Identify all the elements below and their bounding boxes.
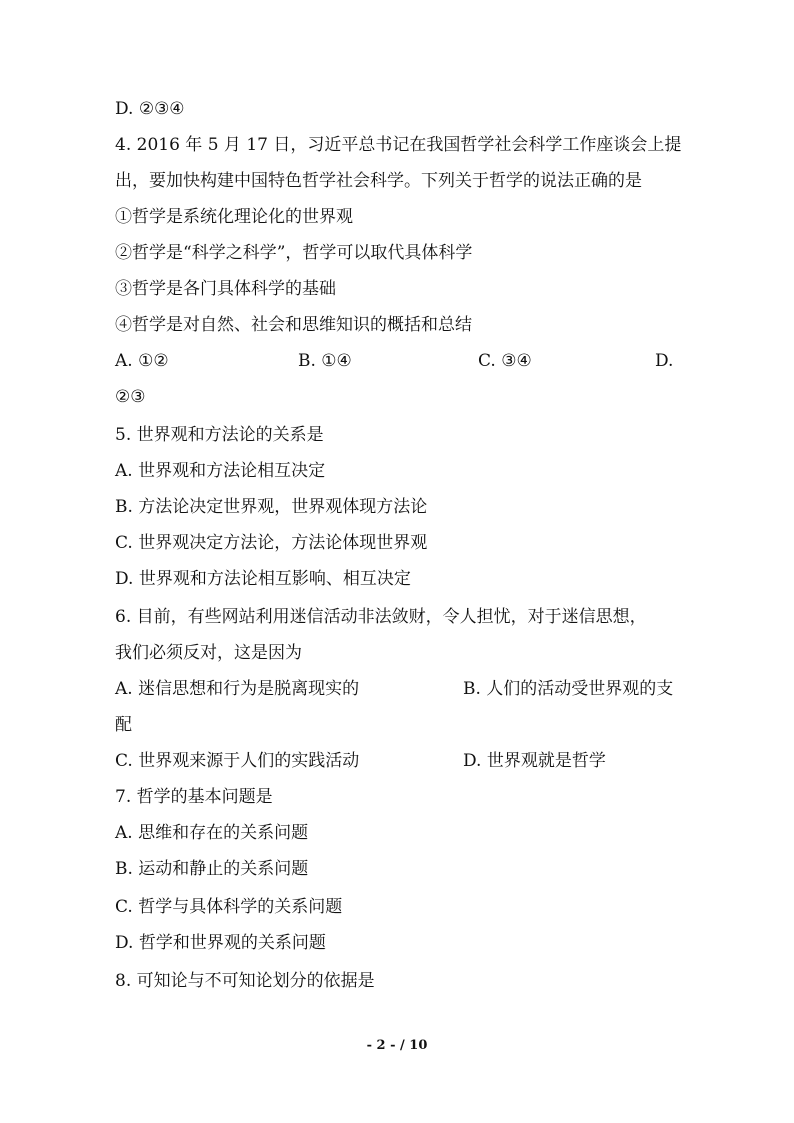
q6-option-d: D. 世界观就是哲学 [463, 751, 606, 771]
q6-option-b-line1: B. 人们的活动受世界观的支 [463, 679, 674, 699]
q7-option-c: C. 哲学与具体科学的关系问题 [115, 897, 343, 917]
q7-stem: 7. 哲学的基本问题是 [115, 787, 273, 807]
q4-statement-2: ②哲学是“科学之科学”，哲学可以取代具体科学 [115, 243, 473, 263]
q4-option-c: C. ③④ [478, 351, 532, 371]
q6-stem-line1: 6. 目前，有些网站利用迷信活动非法敛财，令人担忧，对于迷信思想， [115, 607, 647, 627]
page-number: - 2 - / 10 [366, 1038, 428, 1053]
q6-stem-line2: 我们必须反对，这是因为 [115, 643, 302, 663]
q4-stem-line2: 出，要加快构建中国特色哲学社会科学。下列关于哲学的说法正确的是 [115, 171, 642, 191]
q4-statement-3: ③哲学是各门具体科学的基础 [115, 279, 336, 299]
q5-option-d: D. 世界观和方法论相互影响、相互决定 [115, 569, 411, 589]
q6-option-a: A. 迷信思想和行为是脱离现实的 [115, 679, 360, 699]
q5-option-b: B. 方法论决定世界观，世界观体现方法论 [115, 497, 428, 517]
q7-option-a: A. 思维和存在的关系问题 [115, 823, 309, 843]
q4-statement-1: ①哲学是系统化理论化的世界观 [115, 207, 353, 227]
q8-stem: 8. 可知论与不可知论划分的依据是 [115, 971, 375, 991]
q5-option-a: A. 世界观和方法论相互决定 [115, 461, 326, 481]
q4-option-b: B. ①④ [298, 351, 352, 371]
q7-option-b: B. 运动和静止的关系问题 [115, 859, 309, 879]
q6-option-b-line2: 配 [115, 715, 132, 735]
q4-option-d-label: D. [655, 351, 674, 371]
q4-option-d-value: ②③ [115, 387, 146, 407]
q4-stem-line1: 4. 2016 年 5 月 17 日，习近平总书记在我国哲学社会科学工作座谈会上提 [115, 135, 682, 155]
q5-stem: 5. 世界观和方法论的关系是 [115, 425, 324, 445]
q6-option-c: C. 世界观来源于人们的实践活动 [115, 751, 360, 771]
q4-option-a: A. ①② [115, 351, 169, 371]
q7-option-d: D. 哲学和世界观的关系问题 [115, 933, 326, 953]
q3-option-d: D. ②③④ [115, 99, 185, 119]
q5-option-c: C. 世界观决定方法论，方法论体现世界观 [115, 533, 428, 553]
q4-statement-4: ④哲学是对自然、社会和思维知识的概括和总结 [115, 315, 472, 335]
